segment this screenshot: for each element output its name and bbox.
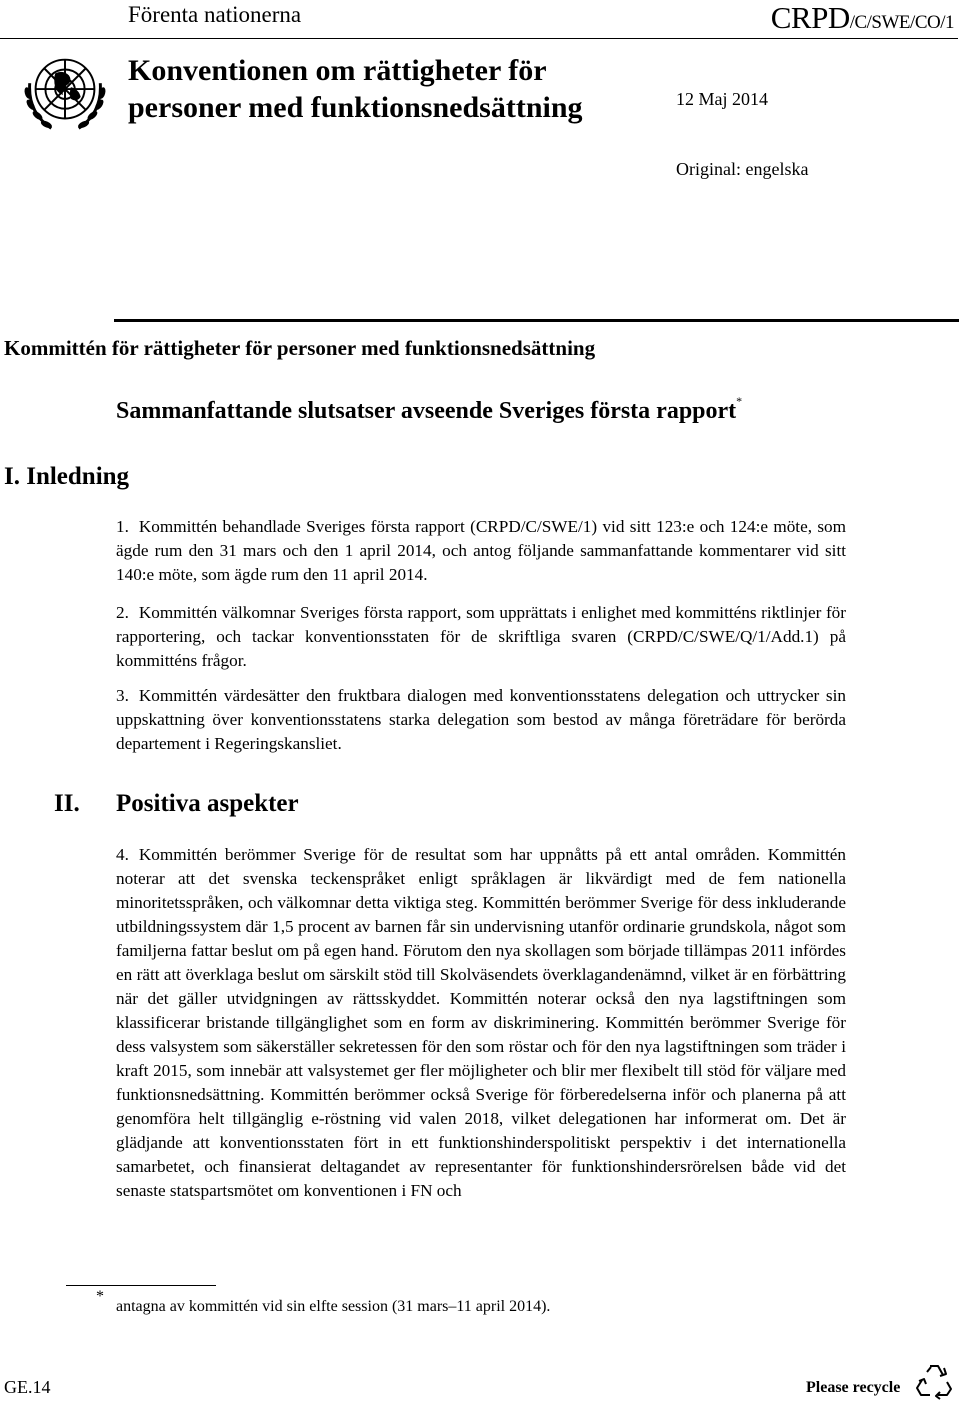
- footnote-mark: *: [96, 1288, 104, 1305]
- original-language: Original: engelska: [676, 159, 809, 179]
- paragraph-text: Kommittén värdesätter den fruktbara dialogen med konventionsstatens delegation och uttrycker sin uppskattning över konventionsstatens starka delegation som bestod av många företrädare för berörda departement i Regeringskansliet.: [116, 686, 846, 753]
- title-rule: [114, 319, 959, 322]
- paragraph-number: 3.: [116, 686, 129, 705]
- paragraph-text: Kommittén välkomnar Sveriges första rapport, som upprättats i enlighet med kommitténs riktlinjer för rapportering, och tackar konventionsstaten för de skriftliga svaren (CRPD/C/SWE/Q/1/Add.1) på kommitténs frågor.: [116, 603, 846, 670]
- footnote-rule: [66, 1285, 216, 1286]
- subtitle-footnote-mark: *: [736, 394, 743, 408]
- paragraph-text: Kommittén berömmer Sverige för de resultat som har uppnåtts på ett antal områden. Kommittén noterar att det svenska teckenspråket enligt språklagen är likvärdigt med de fem nationella minoritetsspråken, och välkomnar detta viktiga steg. Kommittén berömmer Sverige för dess inkluderande utbildningssystem där 1,5 procent av barnen får sin undervisning utanför ordinarie grundskola, något som familjerna fattar beslut om på egen hand. Förutom den nya skollagen som började tillämpas 2011 infördes en rätt att överklaga beslut om särskilt stöd till Skolväsendets överklagandenämnd, vilket är en förbättring när det gäller utvidgningen av rättsskyddet. Kommittén noterar också den nya lagstiftningen som klassificerar bristande tillgänglighet som en form av diskriminering. Kommittén berömmer Sverige för dess valsystem som säkerställer sekretessen för den som röstar och för den nya lagstiftningen som träder i kraft 2015, som innebär att valsystemet ger fler möjligheter och blir mer flexibelt till stöd för väljare med funktionsnedsättning. Kommittén berömmer också Sverige för förberedelserna inför och planerna på att genomföra helt tillgänglig e-röstning vid valen 2018, vilket delegationen har informerat om. Det är glädjande att konventionsstaten fört in ett funktionshinderspolitiskt perspektiv i det internationella samarbetet, och finansierat deltagandet av representanter för funktionshindersrörelsen både vid det senaste statspartsmötet om konventionen i FN och: [116, 845, 846, 1200]
- section-heading-positive: Positiva aspekter: [116, 790, 299, 817]
- paragraph-3: [116, 684, 846, 756]
- symbol-main: CRPD: [770, 0, 850, 35]
- subtitle-text: Sammanfattande slutsatser avseende Sveriges första rapport: [116, 398, 737, 424]
- paragraph-number: 4.: [116, 845, 129, 864]
- section-number-positive: II.: [54, 790, 80, 817]
- paragraph-2: [116, 601, 846, 673]
- job-number: GE.14: [4, 1377, 51, 1397]
- un-emblem-icon: [16, 44, 114, 142]
- organization-name: Förenta nationerna: [128, 2, 302, 27]
- document-title: Konventionen om rättigheter för personer med funktionsnedsättning: [128, 54, 583, 124]
- recycle-icon: [914, 1360, 954, 1400]
- document-symbol: [771, 0, 954, 36]
- footnote-text: antagna av kommittén vid sin elfte session (31 mars–11 april 2014).: [116, 1298, 551, 1315]
- subtitle: [116, 394, 743, 425]
- recycle-label: Please recycle: [806, 1379, 901, 1396]
- paragraph-1: [116, 515, 846, 587]
- section-heading-introduction: I. Inledning: [4, 463, 130, 490]
- paragraph-4: [116, 843, 846, 1251]
- committee-name: Kommittén för rättigheter för personer med funktionsnedsättning: [4, 336, 596, 360]
- document-date: 12 Maj 2014: [676, 89, 768, 109]
- paragraph-number: 2.: [116, 603, 129, 622]
- paragraph-number: 1.: [116, 517, 129, 536]
- symbol-rest: /C/SWE/CO/1: [849, 12, 954, 33]
- header-rule: [0, 38, 958, 39]
- paragraph-text: Kommittén behandlade Sveriges första rapport (CRPD/C/SWE/1) vid sitt 123:e och 124:e möte, som ägde rum den 31 mars och den 1 april 2014, och antog följande sammanfattande kommentarer vid sitt 140:e möte, som ägde rum den 11 april 2014.: [116, 517, 846, 584]
